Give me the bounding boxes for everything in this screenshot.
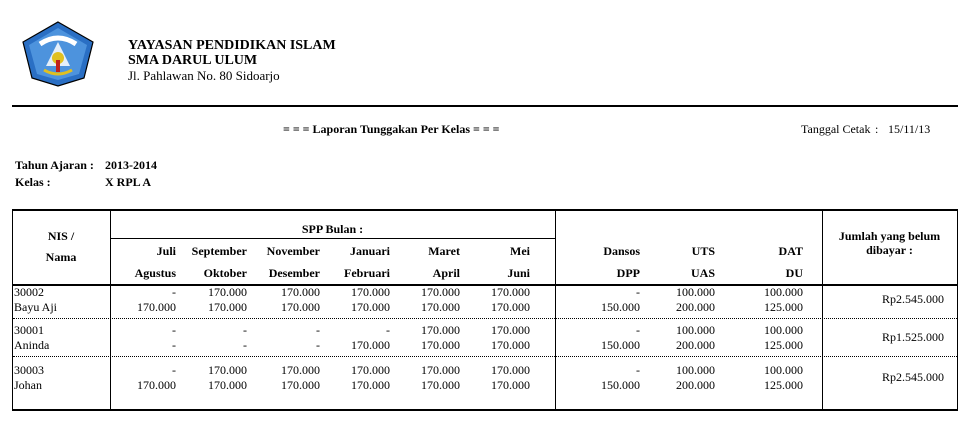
- print-date-separator: :: [875, 122, 879, 136]
- fee-value-bottom: 125.000: [764, 338, 803, 352]
- class-value: X RPL A: [105, 175, 152, 189]
- month-header-top: September: [191, 244, 247, 258]
- spp-value-top: -: [172, 285, 176, 299]
- spp-value-bottom: 170.000: [281, 300, 320, 314]
- spp-value-bottom: 170.000: [421, 300, 460, 314]
- month-header-bottom: April: [432, 266, 460, 280]
- fee-value-top: -: [636, 363, 640, 377]
- fee-value-bottom: 200.000: [676, 300, 715, 314]
- student-name: Aninda: [14, 338, 50, 352]
- spp-value-bottom: 170.000: [137, 300, 176, 314]
- total-header-line1: Jumlah yang belum: [838, 229, 941, 243]
- spp-value-bottom: 170.000: [137, 378, 176, 392]
- spp-value-bottom: 170.000: [281, 378, 320, 392]
- fee-value-top: 100.000: [676, 323, 715, 337]
- fee-header-top: UTS: [691, 244, 715, 258]
- spp-value-bottom: 170.000: [421, 378, 460, 392]
- school-name: SMA DARUL ULUM: [128, 53, 258, 68]
- spp-value-top: -: [172, 323, 176, 337]
- fee-value-top: 100.000: [764, 285, 803, 299]
- fee-value-bottom: 150.000: [601, 378, 640, 392]
- fee-value-top: -: [636, 285, 640, 299]
- nis-header: NIS /: [47, 229, 75, 243]
- total-unpaid: Rp2.545.000: [881, 292, 944, 306]
- spp-value-top: -: [316, 323, 320, 337]
- academic-year-label: Tahun Ajaran :: [15, 158, 94, 172]
- spp-value-top: 170.000: [421, 363, 460, 377]
- student-nis: 30001: [14, 323, 44, 337]
- month-header-top: Januari: [349, 244, 390, 258]
- name-header: Nama: [45, 250, 77, 264]
- spp-value-top: 170.000: [208, 285, 247, 299]
- fee-value-top: 100.000: [676, 285, 715, 299]
- spp-value-top: 170.000: [491, 285, 530, 299]
- fee-value-bottom: 200.000: [676, 338, 715, 352]
- month-header-top: November: [266, 244, 320, 258]
- month-header-bottom: Juni: [507, 266, 530, 280]
- total-unpaid: Rp1.525.000: [881, 330, 944, 344]
- spp-value-bottom: 170.000: [351, 338, 390, 352]
- spp-value-top: -: [386, 323, 390, 337]
- spp-value-bottom: 170.000: [421, 338, 460, 352]
- spp-value-bottom: 170.000: [208, 300, 247, 314]
- fee-value-bottom: 150.000: [601, 338, 640, 352]
- fee-value-top: 100.000: [764, 363, 803, 377]
- header-divider: [12, 105, 958, 107]
- row-divider: [13, 318, 957, 319]
- student-nis: 30002: [14, 285, 44, 299]
- fee-value-bottom: 150.000: [601, 300, 640, 314]
- tut-wuri-handayani-logo-icon: [18, 20, 98, 88]
- fee-header-bottom: DU: [785, 266, 803, 280]
- fee-header-bottom: DPP: [616, 266, 640, 280]
- fee-value-top: 100.000: [764, 323, 803, 337]
- class-label: Kelas :: [15, 175, 51, 189]
- spp-value-bottom: 170.000: [491, 338, 530, 352]
- month-header-top: Maret: [428, 244, 460, 258]
- spp-value-top: 170.000: [281, 285, 320, 299]
- fee-header-bottom: UAS: [690, 266, 715, 280]
- fee-header-top: DAT: [778, 244, 803, 258]
- spp-value-bottom: -: [243, 338, 247, 352]
- spp-value-bottom: 170.000: [208, 378, 247, 392]
- month-header-bottom: Agustus: [134, 266, 176, 280]
- spp-value-bottom: -: [316, 338, 320, 352]
- spp-value-top: 170.000: [281, 363, 320, 377]
- report-title: = = = Laporan Tunggakan Per Kelas = = =: [283, 122, 500, 136]
- fee-value-bottom: 125.000: [764, 300, 803, 314]
- month-header-top: Mei: [510, 244, 530, 258]
- row-divider: [13, 356, 957, 357]
- fee-value-bottom: 200.000: [676, 378, 715, 392]
- student-nis: 30003: [14, 363, 44, 377]
- spp-value-top: 170.000: [491, 323, 530, 337]
- spp-value-top: -: [172, 363, 176, 377]
- spp-value-top: 170.000: [421, 323, 460, 337]
- spp-value-bottom: 170.000: [351, 300, 390, 314]
- month-header-top: Juli: [156, 244, 176, 258]
- student-name: Bayu Aji: [14, 300, 58, 314]
- print-date-value: 15/11/13: [888, 122, 931, 136]
- spp-value-top: -: [243, 323, 247, 337]
- spp-value-top: 170.000: [351, 363, 390, 377]
- month-header-bottom: Februari: [344, 266, 390, 280]
- fee-value-top: 100.000: [676, 363, 715, 377]
- spp-value-bottom: 170.000: [351, 378, 390, 392]
- org-name: YAYASAN PENDIDIKAN ISLAM: [128, 38, 336, 53]
- spp-value-bottom: 170.000: [491, 378, 530, 392]
- month-header-bottom: Desember: [268, 266, 320, 280]
- spp-value-top: 170.000: [491, 363, 530, 377]
- spp-value-bottom: 170.000: [491, 300, 530, 314]
- print-date-label: Tanggal Cetak: [801, 122, 871, 136]
- student-name: Johan: [14, 378, 42, 392]
- academic-year-value: 2013-2014: [105, 158, 157, 172]
- spp-value-bottom: -: [172, 338, 176, 352]
- fee-header-top: Dansos: [603, 244, 640, 258]
- fee-value-top: -: [636, 323, 640, 337]
- spp-value-top: 170.000: [208, 363, 247, 377]
- spp-header: SPP Bulan :: [301, 222, 364, 236]
- spp-value-top: 170.000: [421, 285, 460, 299]
- spp-value-top: 170.000: [351, 285, 390, 299]
- total-header-line2: dibayar :: [866, 243, 913, 257]
- fee-value-bottom: 125.000: [764, 378, 803, 392]
- total-unpaid: Rp2.545.000: [881, 370, 944, 384]
- month-header-bottom: Oktober: [203, 266, 247, 280]
- school-address: Jl. Pahlawan No. 80 Sidoarjo: [128, 68, 280, 83]
- school-logo: [18, 20, 98, 88]
